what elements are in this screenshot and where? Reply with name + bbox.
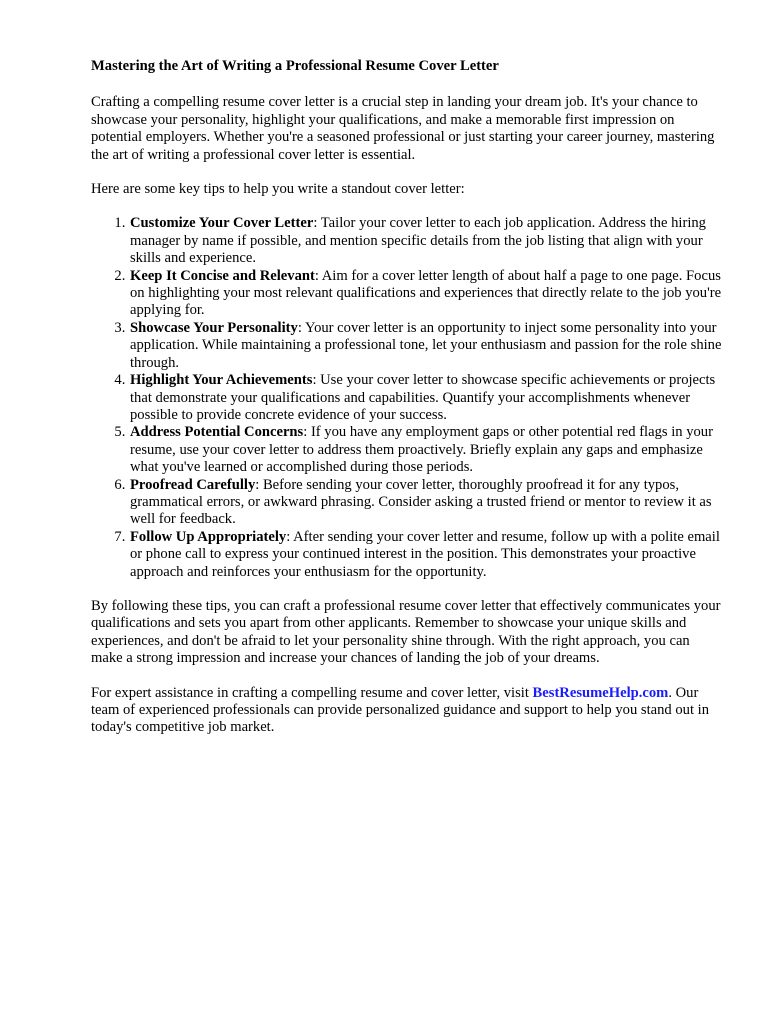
- tip-item: [129, 477, 723, 529]
- tips-lead: Here are some key tips to help you write a standout cover letter:: [91, 181, 465, 198]
- tip-term: Showcase Your Personality: [130, 319, 298, 336]
- tip-separator: :: [314, 267, 322, 284]
- tip-term: Customize Your Cover Letter: [130, 215, 314, 232]
- tip-separator: :: [313, 215, 321, 232]
- cta-text-after: . Our team of experienced professionals can provide personalized guidance and support to help you stand out in today's competitive job market.: [91, 684, 710, 736]
- tip-item: [129, 320, 723, 372]
- tip-item: [129, 529, 723, 581]
- tip-separator: :: [286, 528, 294, 545]
- tip-term: Keep It Concise and Relevant: [130, 267, 315, 284]
- tip-text: Aim for a cover letter length of about half a page to one page. Focus on highlighting your most relevant qualifications and experiences that directly relate to the job you're applying for.: [130, 267, 722, 319]
- tip-item: [129, 215, 723, 267]
- cta-text-before: For expert assistance in crafting a compelling resume and cover letter, visit: [91, 684, 533, 701]
- tip-text: If you have any employment gaps or other potential red flags in your resume, use your cover letter to address them proactively. Briefly explain any gaps and emphasize what you've learned or accomplished during those periods.: [130, 424, 713, 476]
- tip-term: Address Potential Concerns: [130, 424, 304, 441]
- tip-text: Use your cover letter to showcase specific achievements or projects that demonstrate your qualifications and capabilities. Quantify your accomplishments whenever possible to provide concrete evidence of your success.: [130, 372, 716, 423]
- bestresumehelp-link[interactable]: BestResumeHelp.com: [532, 684, 669, 701]
- intro-paragraph: Crafting a compelling resume cover letter is a crucial step in landing your dream job. It's your chance to showcase your personality, highlight your qualifications, and make a memorable first impression on potential employers. Whether you're a seasoned professional or just starting your career journey, mastering the art of writing a professional cover letter is essential.: [91, 94, 715, 163]
- tip-text: After sending your cover letter and resume, follow up with a polite email or phone call to express your continued interest in the position. This demonstrates your proactive approach and reinforces your enthusiasm for the opportunity.: [130, 528, 720, 580]
- conclusion-paragraph: By following these tips, you can craft a professional resume cover letter that effectively communicates your qualifications and sets you apart from other applicants. Remember to showcase your unique skills and experiences, and don't be afraid to let your personality shine through. With the right approach, you can make a strong impression and increase your chances of landing the job of your dreams.: [91, 597, 721, 667]
- cta-paragraph: [91, 685, 723, 737]
- tip-term: Proofread Carefully: [130, 476, 256, 493]
- document-title: Mastering the Art of Writing a Professional Resume Cover Letter: [91, 58, 499, 74]
- tip-item: [129, 372, 723, 424]
- tip-item: [129, 268, 723, 320]
- document-page: [91, 58, 723, 754]
- tip-separator: :: [303, 424, 311, 441]
- tips-list: [91, 215, 723, 581]
- tip-text: Tailor your cover letter to each job application. Address the hiring manager by name if possible, and mention specific details from the job listing that align with your skills and experience.: [130, 215, 706, 267]
- tip-separator: :: [297, 319, 305, 336]
- tip-text: Your cover letter is an opportunity to inject some personality into your application. While maintaining a professional tone, let your enthusiasm and passion for the role shine through.: [130, 319, 722, 371]
- tip-term: Follow Up Appropriately: [130, 528, 287, 545]
- tip-separator: :: [312, 372, 321, 389]
- tip-text: Before sending your cover letter, thoroughly proofread it for any typos, grammatical errors, or awkward phrasing. Consider asking a trusted friend or mentor to review it as well for feedback.: [130, 476, 712, 528]
- tip-term: Highlight Your Achievements: [130, 372, 313, 389]
- tip-separator: :: [255, 476, 263, 493]
- tip-item: [129, 424, 723, 476]
